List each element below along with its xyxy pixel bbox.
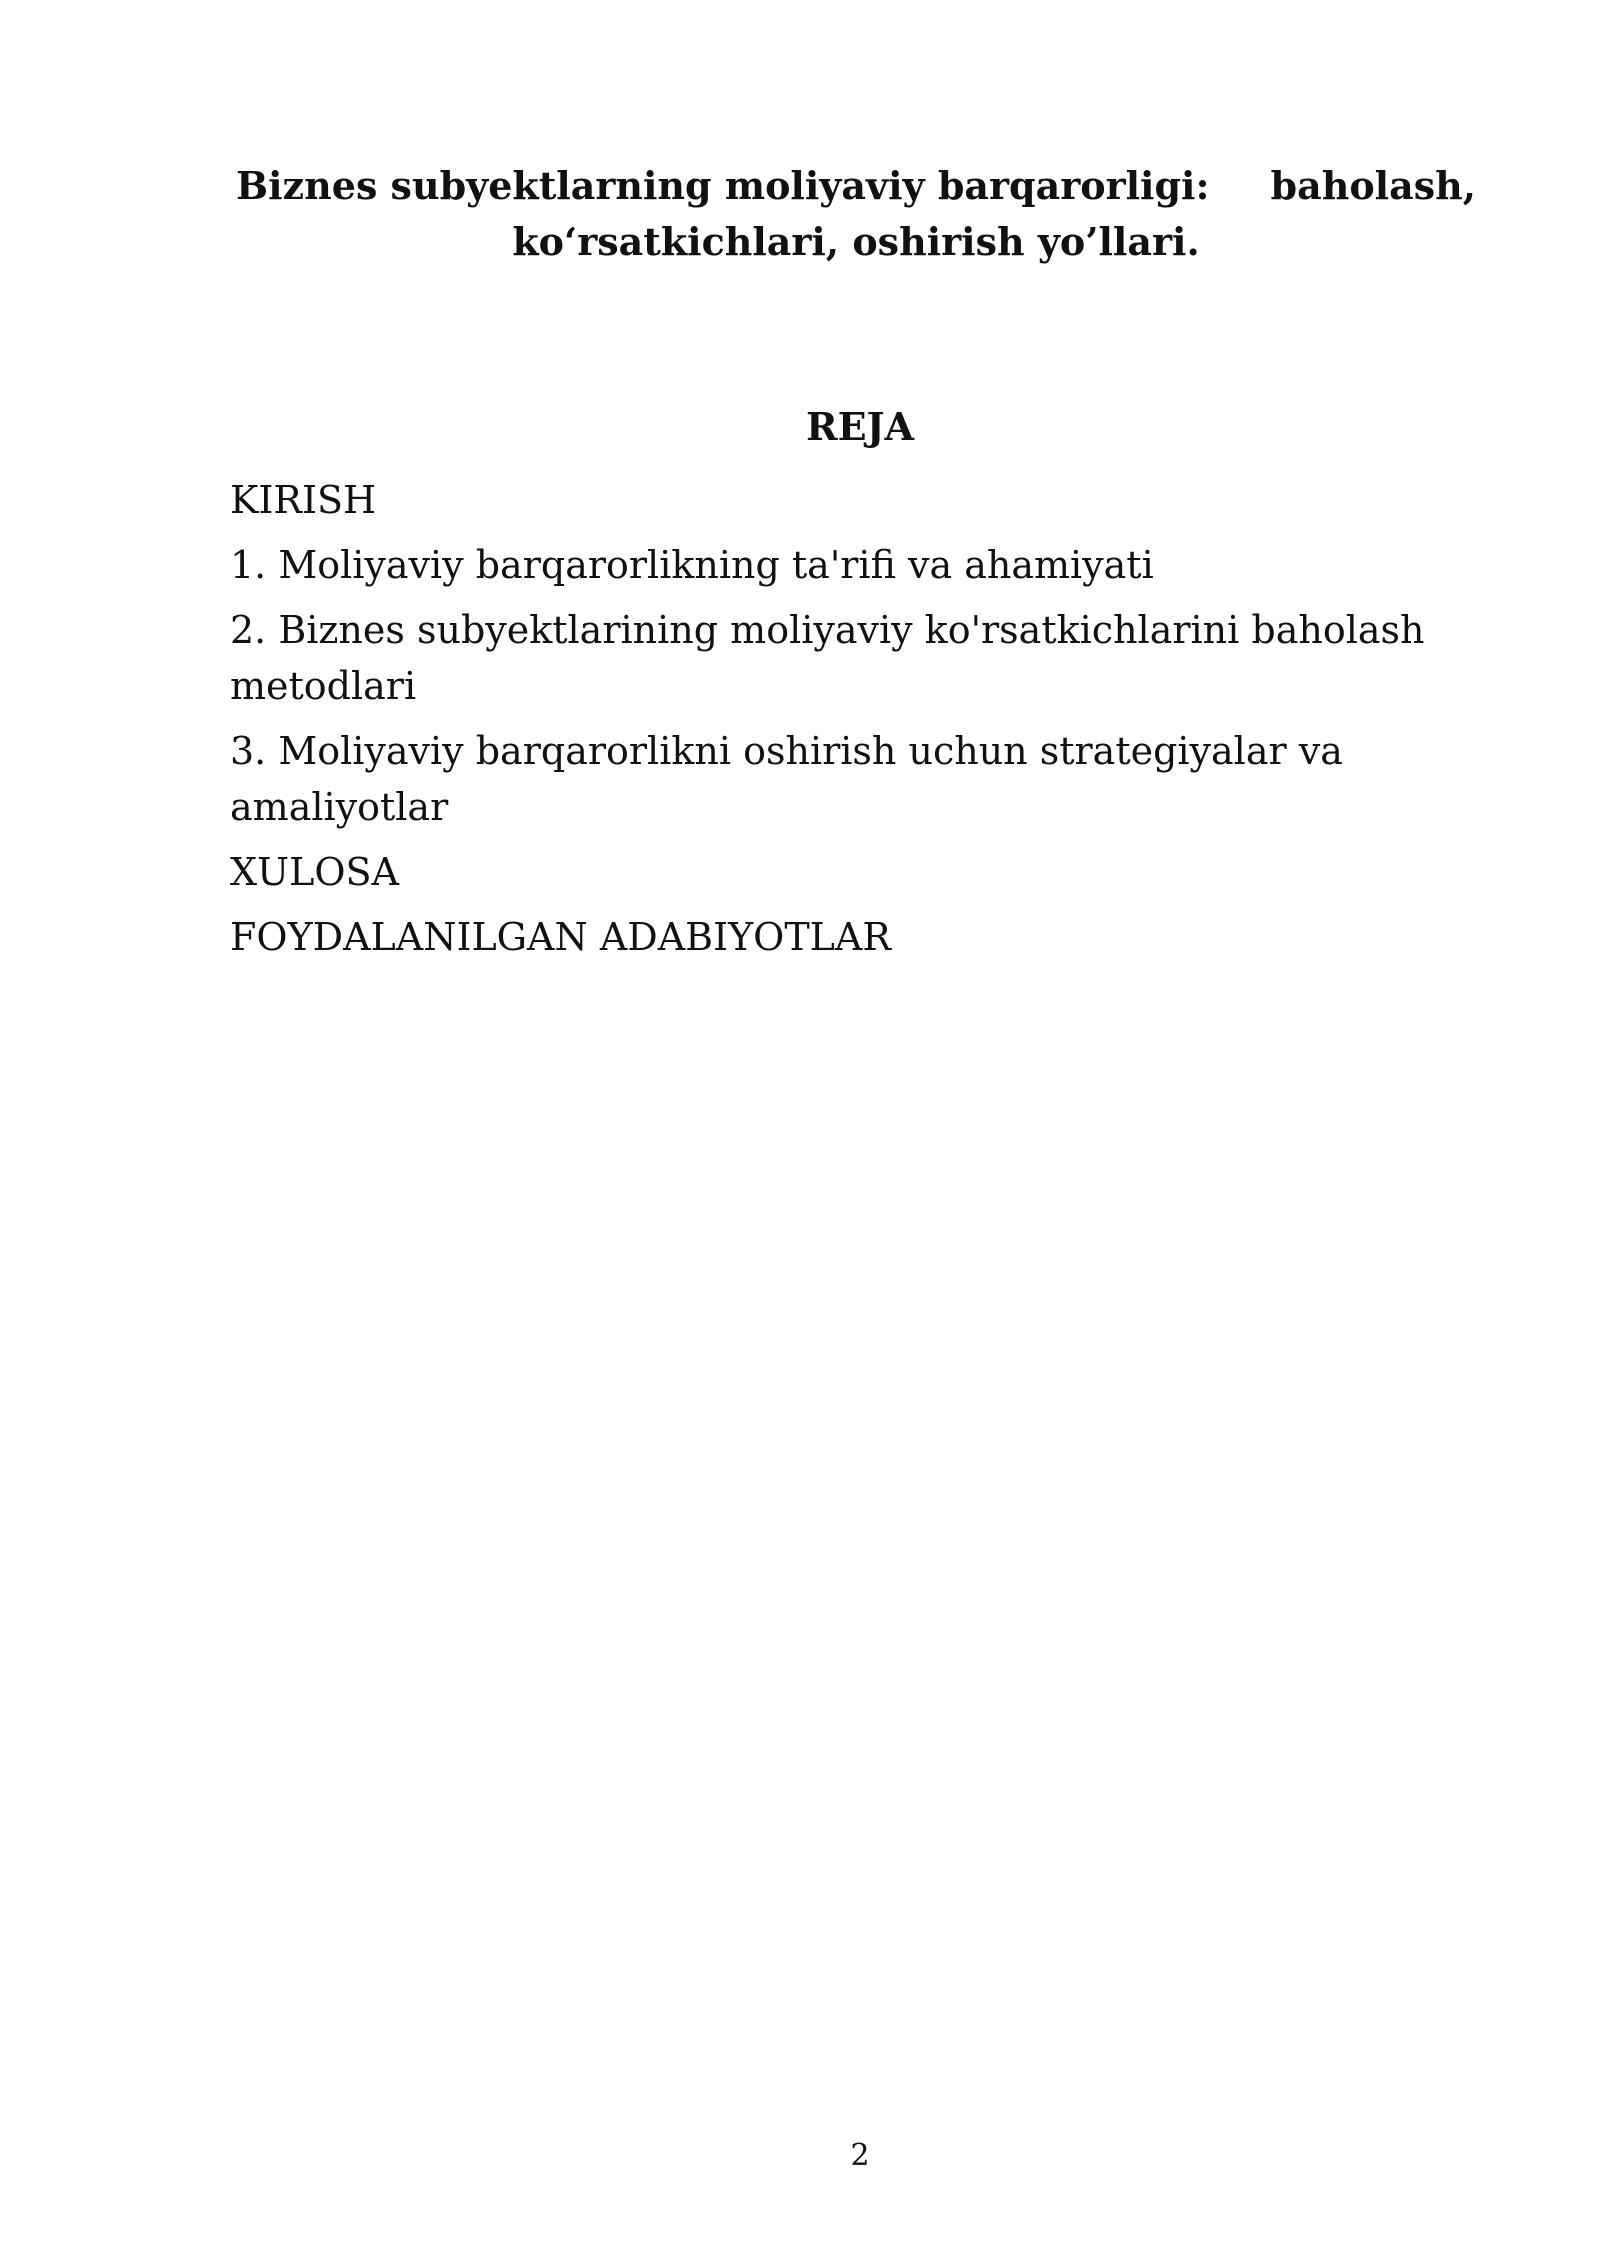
document-title bbox=[236, 158, 1476, 270]
toc-item-2: 2. Biznes subyektlarining moliyaviy ko'rsatkichlarini baholash metodlari bbox=[230, 608, 1425, 708]
title-line-1 bbox=[236, 158, 1476, 214]
page-number: 2 bbox=[850, 2138, 870, 2173]
toc-item-3: 3. Moliyaviy barqarorlikni oshirish uchun strategiyalar va amaliyotlar bbox=[230, 729, 1343, 829]
toc-item-references: FOYDALANILGAN ADABIYOTLAR bbox=[230, 915, 891, 959]
table-of-contents bbox=[230, 472, 1470, 974]
toc-item-conclusion: XULOSA bbox=[230, 850, 399, 894]
toc-item-1: 1. Moliyaviy barqarorlikning ta'rifi va ahamiyati bbox=[230, 543, 1154, 587]
title-line-1-left: Biznes subyektlarning moliyaviy barqarorligi: bbox=[236, 163, 1210, 208]
title-line-2: ko‘rsatkichlari, oshirish yo’llari. bbox=[512, 219, 1200, 264]
title-line-1-right: baholash, bbox=[1270, 163, 1476, 208]
toc-item-intro: KIRISH bbox=[230, 478, 377, 522]
plan-heading: REJA bbox=[805, 404, 914, 449]
